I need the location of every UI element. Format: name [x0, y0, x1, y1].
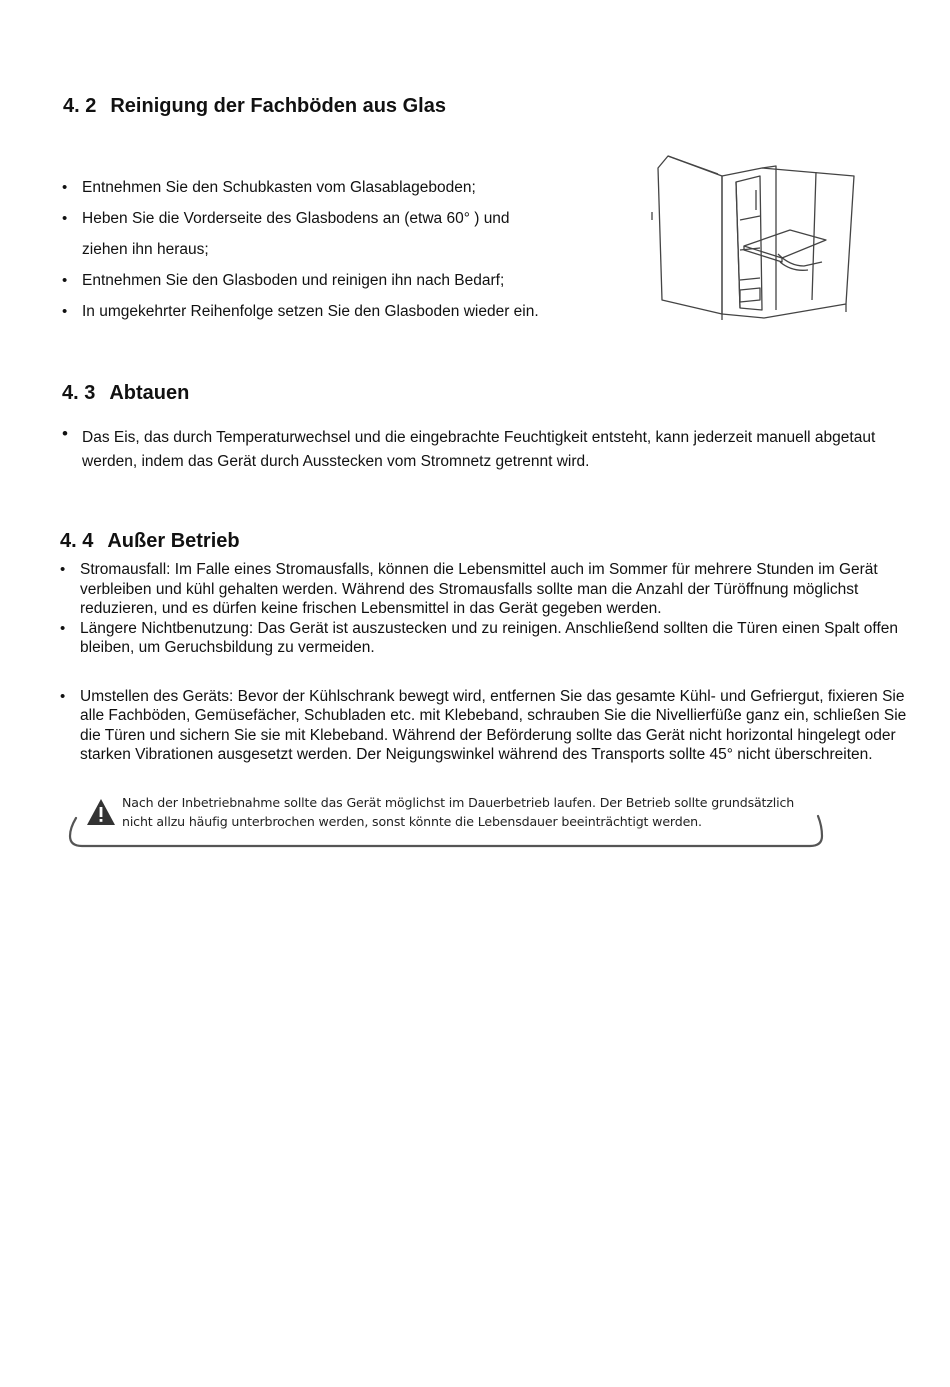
section-number: 4. 4	[60, 530, 94, 552]
warning-triangle-icon	[86, 798, 116, 826]
list-item-continuation: ziehen ihn heraus;	[82, 241, 209, 258]
out-of-service-steps	[60, 560, 920, 765]
note-line: Nach der Inbetriebnahme sollte das Gerät möglichst im Dauerbetrieb laufen. Der Betrieb sollte grundsätzlich	[122, 795, 795, 810]
note-line: nicht allzu häufig unterbrochen werden, sonst könnte die Lebensdauer beeinträchtigt werden.	[122, 814, 702, 829]
warning-note	[66, 790, 828, 850]
section-title: Außer Betrieb	[107, 530, 240, 552]
section-number: 4. 2	[63, 95, 97, 117]
section-number: 4. 3	[62, 382, 96, 404]
glass-shelf-steps	[62, 172, 622, 327]
list-item: • Längere Nichtbenutzung: Das Gerät ist auszustecken und zu reinigen. Anschließend sollten die Türen einen Spalt offen bleiben, um Geruchsbildung zu vermeiden.	[60, 619, 920, 658]
list-item: • Das Eis, das durch Temperaturwechsel und die eingebrachte Feuchtigkeit entsteht, kann jederzeit manuell abgetaut werden, indem das Gerät durch Ausstecken vom Stromnetz getrennt wird.	[62, 426, 922, 474]
list-item: • Entnehmen Sie den Glasboden und reinigen ihn nach Bedarf;	[62, 265, 622, 296]
section-heading-4-2	[63, 95, 446, 118]
list-item: • Heben Sie die Vorderseite des Glasbodens an (etwa 60° ) und	[62, 203, 622, 234]
defrost-steps	[62, 426, 922, 474]
list-item: • Umstellen des Geräts: Bevor der Kühlschrank bewegt wird, entfernen Sie das gesamte Kühl- und Gefriergut, fixieren Sie alle Fachböden, Gemüsefächer, Schubladen etc. mit Klebeband, schrauben Sie die Nivellierfüße ganz ein, schließen Sie die Türen und sichern Sie sie mit Klebeband. Während der Beförderung sollte das Gerät nicht horizontal hingelegt oder starken Vibrationen ausgesetzt werden. Der Neigungswinkel während des Transports sollte 45° nicht überschreiten.	[60, 687, 920, 765]
section-title: Abtauen	[109, 382, 190, 404]
section-heading-4-3	[62, 382, 189, 405]
section-title: Reinigung der Fachböden aus Glas	[110, 95, 446, 117]
warning-note-text	[122, 793, 842, 831]
section-heading-4-4	[60, 530, 240, 553]
list-item: • In umgekehrter Reihenfolge setzen Sie den Glasboden wieder ein.	[62, 296, 622, 327]
fridge-shelf-illustration	[640, 150, 866, 336]
list-item: • Entnehmen Sie den Schubkasten vom Glasablageboden;	[62, 172, 622, 203]
list-item: • Stromausfall: Im Falle eines Stromausfalls, können die Lebensmittel auch im Sommer für mehrere Stunden im Gerät verbleiben und kühl gehalten werden. Während des Stromausfalls sollte man die Anzahl der Türöffnung möglichst reduzieren, und es dürfen keine frischen Lebensmittel in das Gerät gegeben werden.	[60, 560, 920, 619]
